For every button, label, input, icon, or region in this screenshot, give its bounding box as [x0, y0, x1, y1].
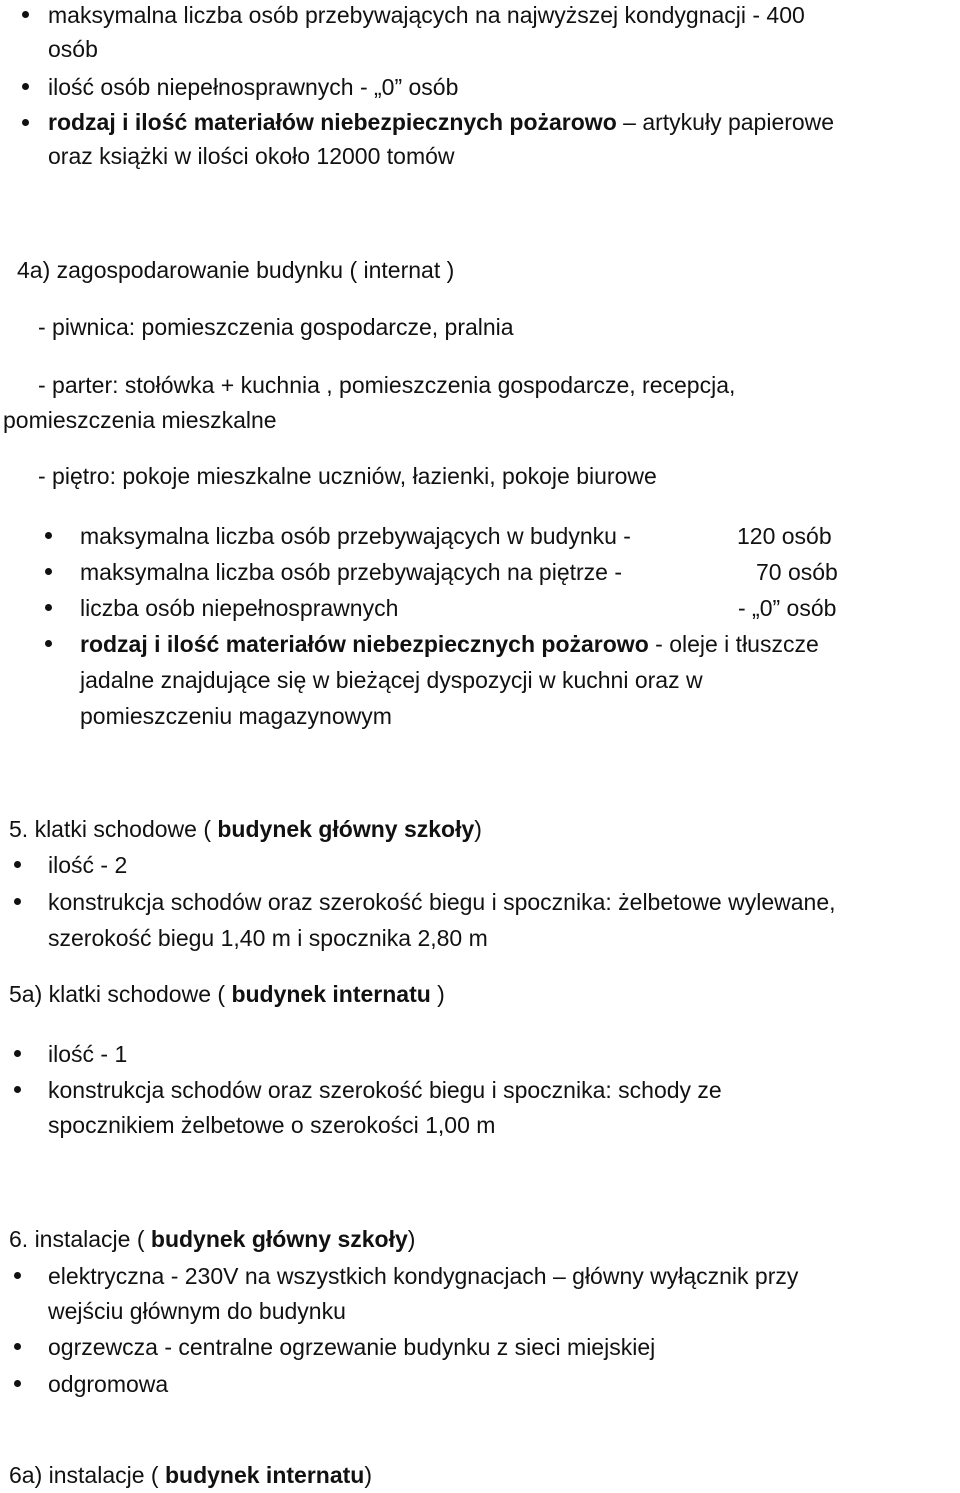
- list-item-text: spocznikiem żelbetowe o szerokości 1,00 m: [48, 1112, 496, 1138]
- list-item-text: [48, 111, 834, 134]
- list-item-text: [80, 633, 819, 656]
- bold-text: budynek internatu: [231, 981, 431, 1007]
- bullet: [14, 1086, 21, 1093]
- list-item-text: maksymalna liczba osób przebywających na najwyższej kondygnacji - 400: [48, 2, 805, 28]
- heading-suffix: ): [430, 981, 445, 1007]
- bullet: [22, 83, 29, 90]
- list-item-text: konstrukcja schodów oraz szerokość biegu i spocznika: żelbetowe wylewane,: [48, 889, 836, 915]
- text-line: - piwnica: pomieszczenia gospodarcze, pralnia: [38, 314, 514, 340]
- list-item-text: szerokość biegu 1,40 m i spocznika 2,80 m: [48, 925, 488, 951]
- list-item-text: pomieszczeniu magazynowym: [80, 703, 392, 729]
- bullet: [45, 640, 52, 647]
- heading-prefix: 5. klatki schodowe (: [9, 816, 218, 842]
- list-item-text: konstrukcja schodów oraz szerokość biegu i spocznika: schody ze: [48, 1077, 722, 1103]
- bullet: [22, 11, 29, 18]
- bold-text: rodzaj i ilość materiałów niebezpiecznych pożarowo: [48, 109, 617, 135]
- text-line: - piętro: pokoje mieszkalne uczniów, łazienki, pokoje biurowe: [38, 463, 657, 489]
- text-line: pomieszczenia mieszkalne: [3, 407, 277, 433]
- bullet: [45, 568, 52, 575]
- bullet: [14, 898, 21, 905]
- list-item-text: liczba osób niepełnosprawnych: [80, 595, 399, 621]
- list-item-text: oraz książki w ilości około 12000 tomów: [48, 143, 455, 169]
- heading-suffix: ): [474, 816, 482, 842]
- list-item-text: ilość - 1: [48, 1041, 128, 1067]
- list-item-text: odgromowa: [48, 1371, 169, 1397]
- section-heading: [9, 818, 482, 841]
- heading-suffix: ): [364, 1462, 372, 1488]
- list-item-text: maksymalna liczba osób przebywających na piętrze -: [80, 559, 623, 585]
- bullet: [14, 1050, 21, 1057]
- list-item-rest: – artykuły papierowe: [616, 109, 835, 135]
- heading-suffix: ): [407, 1226, 416, 1252]
- heading-prefix: 6. instalacje (: [9, 1226, 151, 1252]
- section-heading: [9, 983, 445, 1006]
- list-item-text: ogrzewcza - centralne ogrzewanie budynku z sieci miejskiej: [48, 1334, 656, 1360]
- list-item-value: - „0” osób: [738, 595, 837, 621]
- bold-text: budynek internatu: [164, 1462, 365, 1488]
- heading-prefix: 5a) klatki schodowe (: [9, 981, 232, 1007]
- list-item-value: 120 osób: [737, 523, 832, 549]
- bullet: [14, 1343, 21, 1350]
- list-item-text: maksymalna liczba osób przebywających w budynku -: [80, 523, 631, 549]
- list-item-text: ilość - 2: [48, 852, 128, 878]
- bold-text: budynek główny szkoły: [217, 816, 475, 842]
- section-heading: [9, 1464, 372, 1487]
- bold-text: budynek główny szkoły: [150, 1226, 408, 1252]
- bullet: [22, 119, 29, 126]
- bullet: [45, 604, 52, 611]
- list-item-text: ilość osób niepełnosprawnych - „0” osób: [48, 74, 459, 100]
- bullet: [14, 1272, 21, 1279]
- list-item-text: jadalne znajdujące się w bieżącej dyspozycji w kuchni oraz w: [80, 667, 703, 693]
- text-line: - parter: stołówka + kuchnia , pomieszczenia gospodarcze, recepcja,: [38, 372, 736, 398]
- section-heading: [9, 1228, 415, 1251]
- bullet: [14, 861, 21, 868]
- bullet: [14, 1380, 21, 1387]
- bold-text: rodzaj i ilość materiałów niebezpiecznych pożarowo: [80, 631, 649, 657]
- list-item-value: 70 osób: [756, 559, 838, 585]
- list-item-text: wejściu głównym do budynku: [48, 1298, 346, 1324]
- list-item-text: elektryczna - 230V na wszystkich kondygnacjach – główny wyłącznik przy: [48, 1263, 799, 1289]
- heading-prefix: 6a) instalacje (: [9, 1462, 165, 1488]
- section-heading: 4a) zagospodarowanie budynku ( internat ): [17, 257, 455, 283]
- bullet: [45, 532, 52, 539]
- list-item-text: osób: [48, 36, 98, 62]
- list-item-rest: - oleje i tłuszcze: [648, 631, 819, 657]
